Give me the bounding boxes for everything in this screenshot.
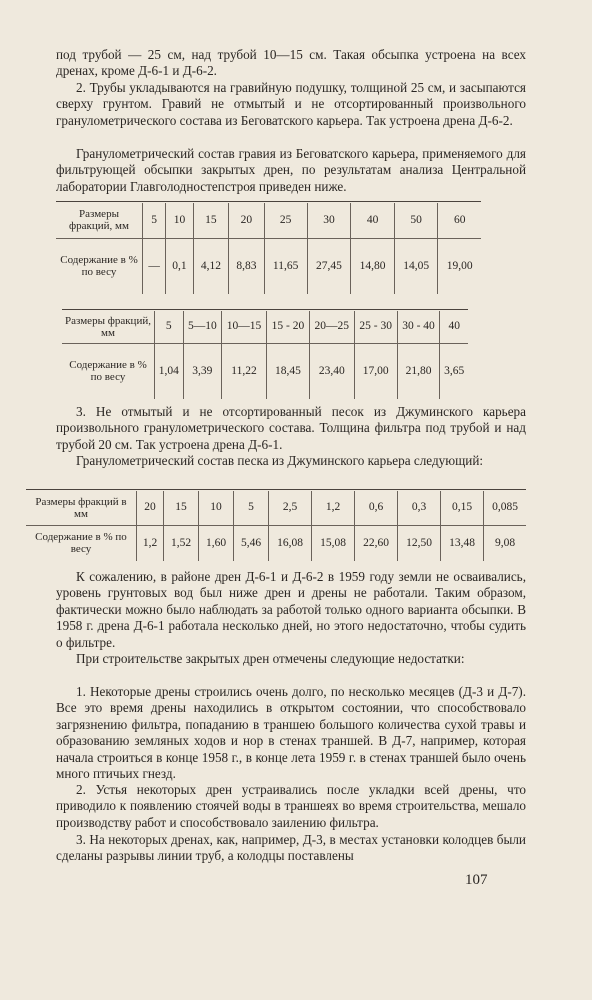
- table-3: [26, 491, 526, 561]
- table-2-value: 1,04: [155, 343, 184, 399]
- table-1-value: 8,83: [229, 238, 264, 294]
- table-2-value: 23,40: [309, 343, 354, 399]
- table-2-value: 17,00: [354, 343, 397, 399]
- paragraph-2: 2. Трубы укладываются на гравийную подушку, толщиной 25 см, и засыпаются сверху грунтом. Гравий не отмытый и не отсортированный произвольного гранулометрического состава из Беговатского карьера. Так устроена дрена Д-6-2.: [56, 80, 526, 128]
- paragraph-9: 2. Устья некоторых дрен устраивались после укладки всей дрены, что приводило к появлению стоячей воды в траншеях во время строительства, мешало производству работ и способствовало заилению фильтра.: [56, 782, 526, 830]
- table-2-size: 20—25: [309, 311, 354, 343]
- table-3-value: 9,08: [484, 525, 526, 561]
- table-3-top-rule: [26, 489, 526, 490]
- table-2-value: 3,39: [183, 343, 221, 399]
- table-2-size: 25 - 30: [354, 311, 397, 343]
- table-2-size: 15 - 20: [267, 311, 310, 343]
- table-3-size: 0,3: [398, 491, 441, 525]
- table-3-value: 22,60: [355, 525, 398, 561]
- table-3-value: 1,60: [199, 525, 234, 561]
- table-1: [56, 203, 481, 294]
- table-3-size: 0,15: [441, 491, 484, 525]
- table-1-value: 27,45: [307, 238, 351, 294]
- table-2-size: 5—10: [183, 311, 221, 343]
- paragraph-3: Гранулометрический состав гравия из Беговатского карьера, применяемого для фильтрующей обсыпки закрытых дрен, по результатам анализа Центральной лаборатории Главголодностепстроя приведен ниже.: [56, 146, 526, 194]
- table-3-size: 1,2: [312, 491, 355, 525]
- table-3-size: 0,085: [484, 491, 526, 525]
- table-3-value: 13,48: [441, 525, 484, 561]
- table-1-size: 30: [307, 203, 351, 238]
- paragraph-5: Гранулометрический состав песка из Джуминского карьера следующий:: [76, 453, 484, 468]
- table-1-size: 15: [193, 203, 228, 238]
- table-2-size: 40: [440, 311, 468, 343]
- table-2-value: 18,45: [267, 343, 310, 399]
- table-1-top-rule: [56, 201, 481, 202]
- table-1-value: 14,05: [394, 238, 438, 294]
- table-3-value: 1,52: [164, 525, 199, 561]
- table-1-size: 5: [143, 203, 166, 238]
- table-3-size: 15: [164, 491, 199, 525]
- table-3-size: 20: [137, 491, 164, 525]
- table-1-size: 10: [166, 203, 193, 238]
- table-1-size-label: Размеры фракций, мм: [56, 203, 143, 238]
- table-3-value: 16,08: [269, 525, 312, 561]
- table-2-size: 5: [155, 311, 184, 343]
- paragraph-1: под трубой — 25 см, над трубой 10—15 см. Такая обсыпка устроена на всех дренах, кроме Д-6-1 и Д-6-2.: [56, 47, 526, 79]
- table-1-size: 50: [394, 203, 438, 238]
- table-1-content-label: Содержание в % по весу: [60, 254, 138, 279]
- table-2-size: 30 - 40: [397, 311, 440, 343]
- table-1-value: 0,1: [166, 238, 193, 294]
- paragraph-10: 3. На некоторых дренах, как, например, Д-3, в местах установки колодцев были сделаны разрывы линии труб, а колодцы поставлены: [56, 832, 526, 864]
- table-3-size: 0,6: [355, 491, 398, 525]
- table-1-size: 20: [229, 203, 264, 238]
- table-3-value: 12,50: [398, 525, 441, 561]
- paragraph-7: При строительстве закрытых дрен отмечены следующие недостатки:: [76, 651, 465, 666]
- table-3-value: 15,08: [312, 525, 355, 561]
- table-2-value: 21,80: [397, 343, 440, 399]
- table-3-size: 10: [199, 491, 234, 525]
- table-1-value: 14,80: [351, 238, 395, 294]
- table-2: [62, 311, 468, 399]
- table-3-value: 5,46: [234, 525, 269, 561]
- table-1-value: 19,00: [438, 238, 481, 294]
- table-1-size: 60: [438, 203, 481, 238]
- page-number: 107: [465, 872, 488, 888]
- table-2-top-rule: [62, 309, 468, 310]
- table-1-value: 11,65: [264, 238, 307, 294]
- table-1-value: —: [143, 238, 166, 294]
- paragraph-6: К сожалению, в районе дрен Д-6-1 и Д-6-2 в 1959 году земли не осваивались, уровень грунтовых вод был ниже дрен и дрены не работали. Таким образом, фактически можно было наблюдать за работой только одного варианта обсыпки. В 1958 г. дрена Д-6-1 работала несколько дней, но этого недостаточно, чтобы судить о фильтре.: [56, 569, 526, 650]
- table-3-value: 1,2: [137, 525, 164, 561]
- table-3-content-label: Содержание в % по весу: [35, 531, 127, 556]
- table-2-value: 3,65: [440, 343, 468, 399]
- table-3-size: 2,5: [269, 491, 312, 525]
- table-2-value: 11,22: [222, 343, 267, 399]
- table-2-size-label: Размеры фракций, мм: [62, 311, 155, 343]
- paragraph-8: 1. Некоторые дрены строились очень долго, по несколько месяцев (Д-3 и Д-7). Все это время дрены находились в открытом состоянии, что способствовало загрязнению фильтра, попаданию в траншею большого количества сухой травы и образованию земляных ходов и нор в стенах траншей. В Д-7, например, которая начала строиться в конце 1958 г., в конце лета 1959 г. в стенах траншей было очень много птичьих гнезд.: [56, 684, 526, 782]
- table-2-content-label: Содержание в % по весу: [69, 359, 147, 384]
- table-1-size: 40: [351, 203, 395, 238]
- table-3-size-label: Размеры фракций в мм: [26, 491, 137, 525]
- table-3-size: 5: [234, 491, 269, 525]
- paragraph-4: 3. Не отмытый и не отсортированный песок из Джуминского карьера произвольного гранулометрического состава. Толщина фильтра под трубой и над трубой 20 см. Так устроена дрена Д-6-1.: [56, 404, 526, 452]
- table-1-size: 25: [264, 203, 307, 238]
- table-2-size: 10—15: [222, 311, 267, 343]
- table-1-value: 4,12: [193, 238, 228, 294]
